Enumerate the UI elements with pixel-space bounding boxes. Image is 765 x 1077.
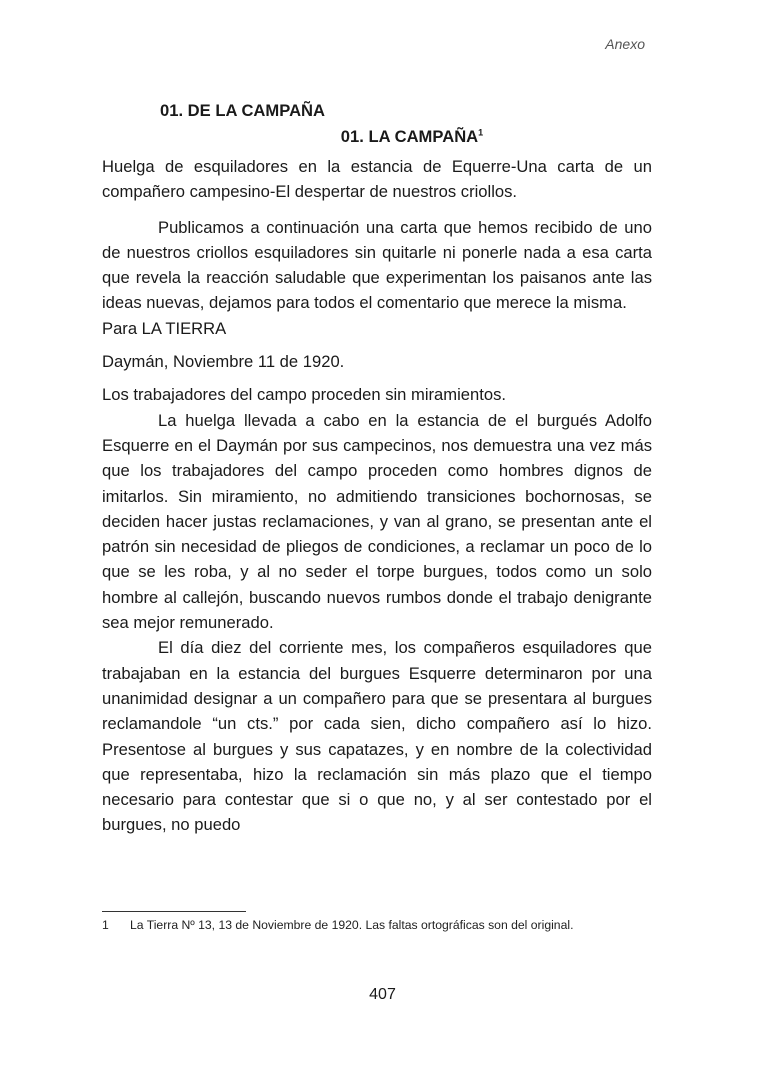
letter-paragraph-1: La huelga llevada a cabo en la estancia de el burgués Adolfo Esquerre en el Daymán por sus campecinos, nos demuestra una vez más que los trabajadores del campo proceden como hombres dignos de imitarlos. Sin miramiento, no admitiendo transiciones bochornosas, se deciden hacer justas reclamaciones, y van al grano, se presentan ante el patrón sin necesidad de pliegos de condiciones, a reclamar un poco de lo que se les roba, y al no seder el torpe burgues, todos como un solo hombre al callejón, buscando nuevos rumbos donde el trabajo denigrante sea mejor remunerado. (102, 410, 652, 633)
footnote-text: La Tierra Nº 13, 13 de Noviembre de 1920. Las faltas ortográficas son del original. (130, 918, 574, 932)
section-title: 01. DE LA CAMPAÑA (160, 101, 326, 120)
sub-title (102, 124, 652, 150)
footnote-number: 1 (102, 918, 109, 932)
letter-title: Los trabajadores del campo proceden sin miramientos. (102, 385, 506, 405)
intro-paragraph: Publicamos a continuación una carta que hemos recibido de uno de nuestros criollos esquiladores sin quitarle ni ponerle nada a esa carta que revela la reacción saludable que experimentan los paisanos ante las ideas nuevas, dejamos para todos el comentario que merece la misma. (102, 217, 652, 313)
letter-paragraph-2: El día diez del corriente mes, los compañeros esquiladores que trabajaban en la estancia del burgues Esquerre determinaron por una unanimidad designar a un compañero para que se presentara al burgues reclamandole “un cts.” por cada sien, dicho compañero así lo hizo. Presentose al burgues y sus capatazes, y en nombre de la colectividad que representaba, hizo la reclamación sin más plazo que el tiempo necesario para contestar que si o que no, y al ser contestado por el burgues, no puedo (102, 638, 652, 835)
page-body (102, 98, 652, 838)
dateline: Daymán, Noviembre 11 de 1920. (102, 352, 345, 372)
footnote (102, 916, 662, 934)
footnote-divider (102, 911, 246, 912)
addressee: Para LA TIERRA (102, 318, 227, 338)
headline: Huelga de esquiladores en la estancia de Equerre-Una carta de un compañero campesino-El despertar de nuestros criollos. (102, 157, 652, 202)
sub-title-text: 01. LA CAMPAÑA (340, 127, 479, 146)
running-header: Anexo (605, 36, 645, 52)
footnote-ref: 1 (478, 127, 484, 138)
page-number: 407 (369, 986, 396, 1003)
